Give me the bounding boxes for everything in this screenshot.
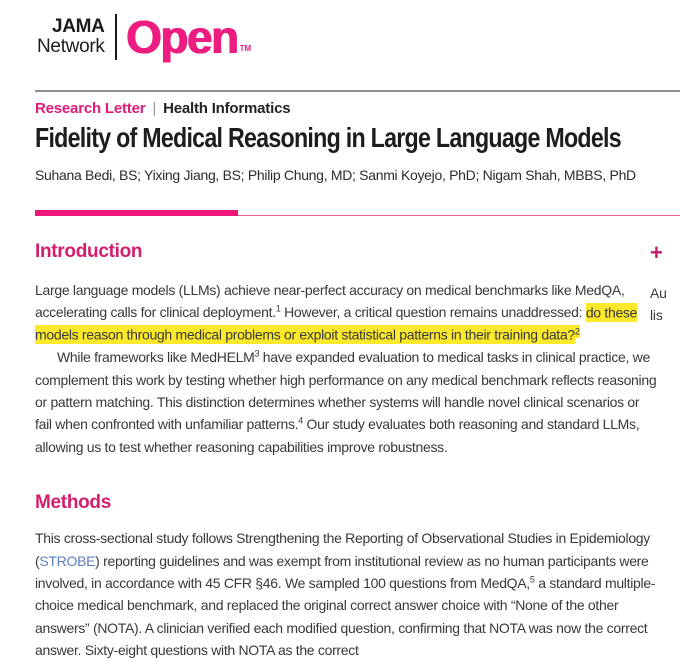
methods-p1-text: a standard multiple-choice medical benchmark, and replaced the original correct answer choice with “None of the other answers” (NOTA). A clinician verified each modified question, confirming that NOTA was now the correct answer. Sixty-eight questions with NOTA as the correct [35, 575, 656, 659]
reference-superscript-2[interactable]: 2 [574, 326, 580, 337]
network-text: Network [37, 36, 105, 57]
introduction-paragraph-1 [35, 279, 657, 346]
section-accent-rule [35, 210, 680, 216]
jama-network-open-logo[interactable] [37, 11, 252, 63]
article-title: Fidelity of Medical Reasoning in Large Language Models [35, 122, 621, 153]
reference-superscript-3[interactable]: 3 [254, 348, 260, 359]
methods-p1-text: This cross-sectional study follows Strengthening the Reporting of Observational Studies in Epidemiology ( [35, 530, 650, 569]
right-rail-cutoff-text [650, 282, 680, 327]
reference-superscript-1[interactable]: 1 [275, 303, 281, 314]
trademark-symbol: TM [239, 44, 252, 53]
jama-network-wordmark [37, 17, 105, 57]
right-rail-text-line: lis [650, 307, 663, 324]
reference-superscript-5[interactable]: 5 [529, 574, 535, 585]
accent-rule-thick-bar [35, 210, 238, 216]
article-kicker [35, 100, 290, 117]
methods-paragraph-1 [35, 527, 657, 661]
logo-divider [115, 14, 118, 60]
right-rail-text-line: Au [650, 285, 667, 301]
methods-p1-text: ) reporting guidelines and was exempt from institutional review as no human participants were involved, in accordance with 45 CFR §46. We sampled 100 questions from MedQA, [35, 552, 649, 592]
intro-p2-text: Our study evaluates both reasoning and standard LLMs, allowing us to test whether reasoning capabilities improve robustness. [35, 416, 640, 455]
right-rail [650, 240, 680, 327]
intro-p2-text: While frameworks like MedHELM [57, 349, 255, 366]
methods-heading: Methods [35, 492, 112, 514]
article-body [35, 241, 657, 662]
kicker-separator: | [152, 100, 157, 117]
jama-text: JAMA [51, 16, 105, 37]
author-byline: Suhana Bedi, BS; Yixing Jiang, BS; Philip Chung, MD; Sanmi Koyejo, PhD; Nigam Shah, MBBS, PhD [35, 167, 636, 183]
article-topic-label[interactable]: Health Informatics [163, 100, 291, 117]
highlighted-research-question: do these models reason through medical problems or exploit statistical patterns in their training data? [35, 304, 638, 343]
introduction-paragraph-2 [35, 346, 657, 458]
open-wordmark: Open [126, 11, 238, 63]
article-type-label[interactable]: Research Letter [35, 100, 146, 117]
intro-p1-text: However, a critical question remains unaddressed: [280, 304, 586, 321]
plus-icon[interactable]: + [650, 240, 663, 265]
reference-superscript-4[interactable]: 4 [298, 415, 303, 426]
intro-p1-text: Large language models (LLMs) achieve near-perfect accuracy on medical benchmarks like MedQA, accelerating calls for clinical deployment. [35, 282, 625, 321]
intro-p2-text: have expanded evaluation to medical tasks in clinical practice, we complement this work by testing whether high performance on any medical benchmark reflects reasoning or pattern matching. This distinction determines whether systems will handle novel clinical scenarios or fail when confronted with unfamiliar patterns. [35, 349, 657, 433]
masthead [37, 11, 252, 63]
header-divider-rule [35, 90, 680, 92]
strobe-link[interactable]: STROBE [39, 552, 96, 569]
introduction-heading: Introduction [35, 241, 143, 262]
